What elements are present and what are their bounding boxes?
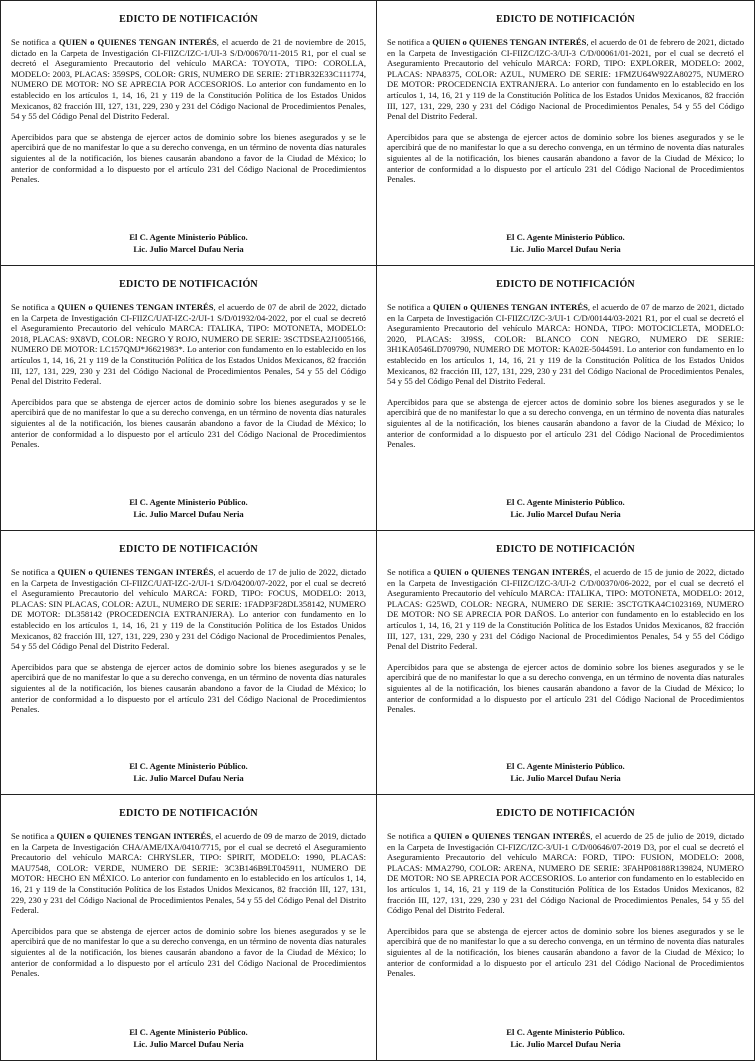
edict-text: , el acuerdo de 09 de marzo de 2019, dictado en la Carpeta de Investigación CHA/AME/IXA/0410/7715, por el cual se decretó el Aseguramiento Precautorio del vehículo MARCA: CHRYSLER, TIPO: SPIRIT, MODELO: 1990, PLACAS: MAU7548, COLOR: VERDE, NUMERO DE SERIE: 3C3B146B9LT045911, NUMERO DE MOTOR: HECHO EN MÉXICO. Lo anterior con fundamento en lo establecido en los artículos 1, 14, 16, 21 y 119 de la Constitución Política de los Estados Unidos Mexicanos, 82 fracción III, 127, 131, 229, 230 y 231 del Código Nacional de Procedimientos Penales, 54 y 55 del Código Penal del Distrito Federal. (11, 831, 366, 916)
edict-party: QUIEN o QUIENES TENGAN INTERÉS (56, 831, 212, 841)
edict-party: QUIEN o QUIENES TENGAN INTERÉS (432, 37, 587, 47)
edict-title: EDICTO DE NOTIFICACIÓN (496, 808, 635, 819)
edict-body (11, 831, 366, 916)
edict-body (387, 37, 744, 122)
edict-warning: Apercibidos para que se abstenga de ejercer actos de dominio sobre los bienes asegurados y se le apercibirá que de no manifestar lo que a su derecho convenga, en un término de noventa días naturales siguientes al de la notificación, los bienes causarán abandono a favor de la Ciudad de México; lo anterior de conformidad a lo dispuesto por el artículo 231 del Código Nacional de Procedimientos Penales. (387, 396, 744, 450)
edict-lead: Se notifica a (11, 302, 58, 312)
edict-text: , el acuerdo de 01 de febrero de 2021, dictado en la Carpeta de Investigación CI-FIIZC/IZC-3/UI-3 C/D/00061/01-2021, por el cual se decretó el Aseguramiento Precautorio del vehículo MARCA: FORD, TIPO: EXPLORER, MODELO: 2002, PLACAS: NPA8375, COLOR: AZUL, NUMERO DE SERIE: 1FMZU64W92ZA80275, NUMERO DE MOTOR: PROCEDENCIA EXTRANJERA. Lo anterior con fundamento en lo establecido en los artículos 1, 14, 16, 21 y 119 de la Constitución Política de los Estados Unidos Mexicanos, 82 fracción III, 127, 131, 229, 230 y 231 del Código Nacional de Procedimientos Penales, 54 y 55 del Código Penal del Distrito Federal. (387, 37, 744, 122)
edict-title: EDICTO DE NOTIFICACIÓN (496, 544, 635, 555)
edict-text: , el acuerdo de 07 de marzo de 2021, dictado en la Carpeta de Investigación CI-FIIZC/IZC-3/UI-1 C/D/00144/03-2021 R1, por el cual se decretó el Aseguramiento Precautorio del vehículo MARCA: HONDA, TIPO: MOTOCICLETA, MODELO: 2020, PLACAS: 3J9SS, COLOR: BLANCO CON NEGRO, NUMERO DE SERIE: 3H1KA0546LD709790, NUMERO DE MOTOR: KA02E-5044591. Lo anterior con fundamento en lo establecido en los artículos 1, 14, 16, 21 y 119 de la Constitución Política de los Estados Unidos Mexicanos, 82 fracción III, 127, 131, 229, 230 y 231 del Código Nacional de Procedimientos Penales, 54 y 55 del Código Penal del Distrito Federal. (387, 302, 744, 387)
edict-body (11, 37, 366, 122)
edict-warning: Apercibidos para que se abstenga de ejercer actos de dominio sobre los bienes asegurados y se le apercibirá que de no manifestar lo que a su derecho convenga, en un término de noventa días naturales siguientes al de la notificación, los bienes causarán abandono a favor de la Ciudad de México; lo anterior de conformidad a lo dispuesto por el artículo 231 del Código Nacional de Procedimientos Penales. (11, 396, 366, 450)
signature-office: El C. Agente Ministerio Público. (129, 497, 248, 507)
edict-card (377, 531, 755, 795)
signature-office: El C. Agente Ministerio Público. (506, 1027, 625, 1037)
edict-lead: Se notifica a (387, 567, 434, 577)
edict-party: QUIEN o QUIENES TENGAN INTERÉS (433, 567, 590, 577)
edict-signature (1, 497, 376, 520)
signature-name: Lic. Julio Marcel Dufau Neria (133, 508, 244, 519)
edict-card (0, 266, 377, 531)
signature-name: Lic. Julio Marcel Dufau Neria (510, 772, 621, 783)
edict-warning: Apercibidos para que se abstenga de ejercer actos de dominio sobre los bienes asegurados y se le apercibirá que de no manifestar lo que a su derecho convenga, en un término de noventa días naturales siguientes al de la notificación, los bienes causarán abandono a favor de la Ciudad de México; lo anterior de conformidad a lo dispuesto por el artículo 231 del Código Nacional de Procedimientos Penales. (387, 661, 744, 715)
signature-office: El C. Agente Ministerio Público. (129, 232, 248, 242)
edict-party: QUIEN o QUIENES TENGAN INTERÉS (57, 302, 214, 312)
edict-lead: Se notifica a (387, 302, 433, 312)
signature-office: El C. Agente Ministerio Público. (129, 1027, 248, 1037)
edict-title: EDICTO DE NOTIFICACIÓN (496, 14, 635, 25)
signature-office: El C. Agente Ministerio Público. (506, 761, 625, 771)
edict-party: QUIEN o QUIENES TENGAN INTERÉS (57, 567, 214, 577)
signature-office: El C. Agente Ministerio Público. (506, 497, 625, 507)
signature-name: Lic. Julio Marcel Dufau Neria (510, 243, 621, 254)
edict-signature (1, 1027, 376, 1050)
edict-body (11, 567, 366, 652)
signature-name: Lic. Julio Marcel Dufau Neria (133, 243, 244, 254)
edict-lead: Se notifica a (11, 37, 59, 47)
edict-lead: Se notifica a (11, 831, 57, 841)
edict-signature (1, 761, 376, 784)
edict-title: EDICTO DE NOTIFICACIÓN (496, 279, 635, 290)
edict-lead: Se notifica a (387, 831, 434, 841)
edict-text: , el acuerdo de 25 de julio de 2019, dictado en la Carpeta de Investigación CI-FIZC/IZC-3/UI-1 C/D/00646/07-2019 D3, por el cual se decretó el Aseguramiento Precautorio del vehículo MARCA: FORD, TIPO: FUSION, MODELO: 2008, PLACAS: MMA2790, COLOR: ARENA, NUMERO DE SERIE: 3FAHP08188R139824, NUMERO DE MOTOR: NO SE APRECIA POR ACCESORIOS. Lo anterior con fundamento en lo establecido en los artículos 1, 14, 16, 21 y 119 de la Constitución Política de los Estados Unidos Mexicanos, 82 fracción III, 127, 131, 229, 230 y 231 del Código Nacional de Procedimientos Penales, 54 y 55 del Código Penal del Distrito Federal. (387, 831, 744, 916)
edict-body (11, 302, 366, 387)
edict-card (0, 795, 377, 1061)
edict-card (0, 0, 377, 266)
edict-body (387, 567, 744, 652)
edict-card (377, 266, 755, 531)
edict-lead: Se notifica a (387, 37, 433, 47)
signature-name: Lic. Julio Marcel Dufau Neria (510, 508, 621, 519)
edict-card (377, 795, 755, 1061)
edict-warning: Apercibidos para que se abstenga de ejercer actos de dominio sobre los bienes asegurados y se le apercibirá que de no manifestar lo que a su derecho convenga, en un término de noventa días naturales siguientes al de la notificación, los bienes causarán abandono a favor de la Ciudad de México; lo anterior de conformidad a lo dispuesto por el artículo 231 del Código Nacional de Procedimientos Penales. (387, 925, 744, 979)
edict-text: , el acuerdo de 15 de junio de 2022, dictado en la Carpeta de Investigación CI-FIIZC/IZC-3/UI-2 C/D/00370/06-2022, por el cual se decretó el Aseguramiento Precautorio del vehículo MARCA: ITALIKA, TIPO: MOTONETA, MODELO: 2012, PLACAS: G25WD, COLOR: NEGRA, NUMERO DE SERIE: 3SCTGTKA4C1023169, NUMERO DE MOTOR: NO SE APRECIA POR DAÑOS. Lo anterior con fundamento en lo establecido en los artículos 1, 14, 16, 21 y 119 de la Constitución Política de los Estados Unidos Mexicanos, 82 fracción III, 127, 131, 229, 230 y 231 del Código Nacional de Procedimientos Penales, 54 y 55 del Código Penal del Distrito Federal. (387, 567, 744, 652)
edict-text: , el acuerdo de 21 de noviembre de 2015, dictado en la Carpeta de Investigación CI-FIIZC/IZC-1/UI-3 S/D/00670/11-2015 R1, por el cual se decretó el Aseguramiento Precautorio del vehículo MARCA: TOYOTA, TIPO: COROLLA, MODELO: 2003, PLACAS: 359SPS, COLOR: GRIS, NUMERO DE SERIE: 2T1BR32E33C111774, NUMERO DE MOTOR: NO SE APRECIA POR ACCESORIOS. Lo anterior con fundamento en lo establecido en los artículos 1, 14, 16, 21 y 119 de la Constitución Política de los Estados Unidos Mexicanos, 82 fracción III, 127, 131, 229, 230 y 231 del Código Nacional de Procedimientos Penales, 54 y 55 del Código Penal del Distrito Federal. (11, 37, 367, 122)
edict-signature (377, 497, 754, 520)
edict-signature (1, 232, 376, 255)
edict-text: , el acuerdo de 07 de abril de 2022, dictado en la Carpeta de Investigación CI-FIIZC/UAT-IZC-2/UI-1 S/D/01932/04-2022, por el cual se decretó el Aseguramiento Precautorio del vehículo MARCA: ITALIKA, TIPO: MOTONETA, MODELO: 2018, PLACAS: 9X8VD, COLOR: NEGRO Y ROJO, NUMERO DE SERIE: 3SCTDSEA2J1005166, NUMERO DE MOTOR: LC157QMJ*J6621983*. Lo anterior con fundamento en lo establecido en los artículos 1, 14, 16, 21 y 119 de la Constitución Política de los Estados Unidos Mexicanos, 82 fracción III, 127, 131, 229, 230 y 231 del Código Nacional de Procedimientos Penales, 54 y 55 del Código Penal del Distrito Federal. (11, 302, 366, 387)
signature-name: Lic. Julio Marcel Dufau Neria (133, 1038, 244, 1049)
signature-name: Lic. Julio Marcel Dufau Neria (510, 1038, 621, 1049)
edict-title: EDICTO DE NOTIFICACIÓN (119, 279, 258, 290)
edict-signature (377, 761, 754, 784)
edict-lead: Se notifica a (11, 567, 58, 577)
edict-warning: Apercibidos para que se abstenga de ejercer actos de dominio sobre los bienes asegurados y se le apercibirá que de no manifestar lo que a su derecho convenga, en un término de noventa días naturales siguientes al de la notificación, los bienes causarán abandono a favor de la Ciudad de México; lo anterior de conformidad a lo dispuesto por el artículo 231 del Código Nacional de Procedimientos Penales. (11, 925, 366, 979)
edict-party: QUIEN o QUIENES TENGAN INTERÉS (433, 831, 591, 841)
edict-party: QUIEN o QUIENES TENGAN INTERÉS (432, 302, 588, 312)
edict-title: EDICTO DE NOTIFICACIÓN (119, 14, 258, 25)
edict-signature (377, 232, 754, 255)
signature-office: El C. Agente Ministerio Público. (506, 232, 625, 242)
edict-party: QUIEN o QUIENES TENGAN INTERÉS (58, 37, 217, 47)
edict-title: EDICTO DE NOTIFICACIÓN (119, 544, 258, 555)
edict-warning: Apercibidos para que se abstenga de ejercer actos de dominio sobre los bienes asegurados y se le apercibirá que de no manifestar lo que a su derecho convenga, en un término de noventa días naturales siguientes al de la notificación, los bienes causarán abandono a favor de la Ciudad de México; lo anterior de conformidad a lo dispuesto por el artículo 231 del Código Nacional de Procedimientos Penales. (387, 131, 744, 185)
edict-title: EDICTO DE NOTIFICACIÓN (119, 808, 258, 819)
edict-signature (377, 1027, 754, 1050)
edict-body (387, 831, 744, 916)
edict-warning: Apercibidos para que se abstenga de ejercer actos de dominio sobre los bienes asegurados y se le apercibirá que de no manifestar lo que a su derecho convenga, en un término de noventa días naturales siguientes al de la notificación, los bienes causarán abandono a favor de la Ciudad de México; lo anterior de conformidad a lo dispuesto por el artículo 231 del Código Nacional de Procedimientos Penales. (11, 131, 366, 185)
edict-card (0, 531, 377, 795)
signature-name: Lic. Julio Marcel Dufau Neria (133, 772, 244, 783)
edict-body (387, 302, 744, 387)
edict-warning: Apercibidos para que se abstenga de ejercer actos de dominio sobre los bienes asegurados y se le apercibirá que de no manifestar lo que a su derecho convenga, en un término de noventa días naturales siguientes al de la notificación, los bienes causarán abandono a favor de la Ciudad de México; lo anterior de conformidad a lo dispuesto por el artículo 231 del Código Nacional de Procedimientos Penales. (11, 661, 366, 715)
edict-text: , el acuerdo de 17 de julio de 2022, dictado en la Carpeta de Investigación CI-FIIZC/UAT-IZC-2/UI-1 S/D/04200/07-2022, por el cual se decretó el Aseguramiento Precautorio del vehículo MARCA: FORD, TIPO: FOCUS, MODELO: 2013, PLACAS: SIN PLACAS, COLOR: AZUL, NUMERO DE SERIE: 1FADP3F28DL358142, NUMERO DE MOTOR: DL358142 (PROCEDENCIA EXTRANJERA). Lo anterior con fundamento en lo establecido en los artículos 1, 14, 16, 21 y 119 de la Constitución Política de los Estados Unidos Mexicanos, 82 fracción III, 127, 131, 229, 230 y 231 del Código Nacional de Procedimientos Penales, 54 y 55 del Código Penal del Distrito Federal. (11, 567, 366, 652)
edict-card (377, 0, 755, 266)
signature-office: El C. Agente Ministerio Público. (129, 761, 248, 771)
